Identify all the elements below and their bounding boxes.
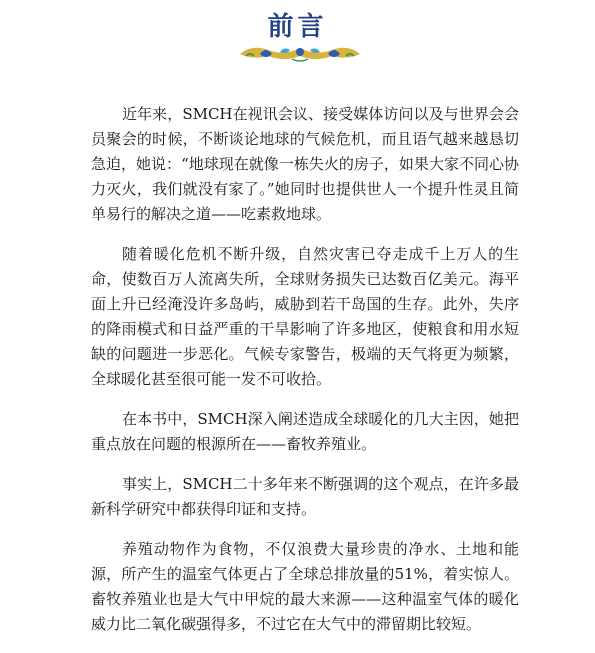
paragraph-1: 近年来，SMCH在视讯会议、接受媒体访问以及与世界会会员聚会的时候，不断谈论地球的气候危机，而且语气越来越恳切急迫，她说：“地球现在就像一栋失火的房子，如果大家不同心协力灭火，我们就没有家了。”她同时也提供世人一个提升性灵且简单易行的解决之道——吃素救地球。 (91, 105, 519, 223)
paragraph-2: 随着暖化危机不断升级，自然灾害已夺走成千上万人的生命，使数百万人流离失所，全球财务损失已达数百亿美元。海平面上升已经淹没许多岛屿，威胁到若干岛国的生存。此外，失序的降雨模式和日益严重的干旱影响了许多地区，使粮食和用水短缺的问题进一步恶化。气候专家警告，极端的天气将更为频繁，全球暖化甚至很可能一发不可收拾。 (91, 245, 519, 388)
decorative-cloud-scroll-icon (232, 40, 368, 64)
paragraph-5: 养殖动物作为食物，不仅浪费大量珍贵的净水、土地和能源，所产生的温室气体更占了全球总排放量的51%，着实惊人。畜牧养殖业也是大气中甲烷的最大来源——这种温室气体的暖化威力比二氧化碳强得多，不过它在大气中的滞留期比较短。 (91, 540, 519, 633)
page-title: 前言 (267, 12, 328, 42)
paragraph-4: 事实上，SMCH二十多年来不断强调的这个观点，在许多最新科学研究中都获得印证和支持。 (91, 475, 519, 518)
watermark (32, 350, 88, 410)
preface-body (91, 102, 519, 652)
paragraph-3: 在本书中，SMCH深入阐述造成全球暖化的几大主因，她把重点放在问题的根源所在——畜牧养殖业。 (91, 410, 519, 453)
